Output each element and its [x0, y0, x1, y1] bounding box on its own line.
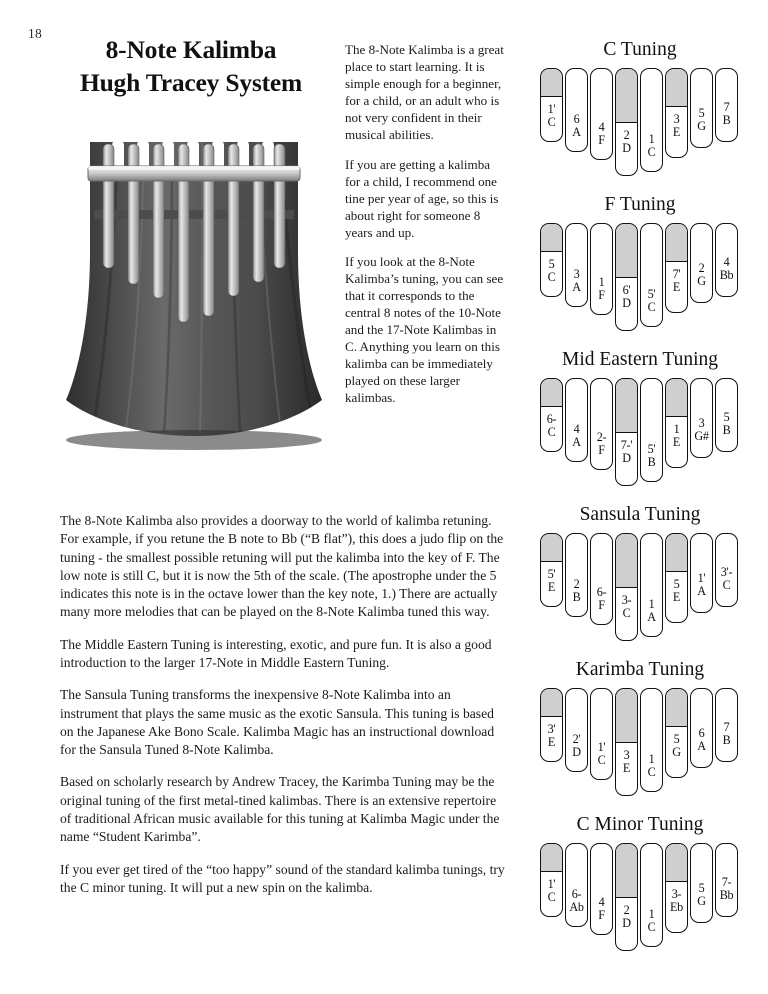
- tine-note-label: G: [697, 893, 706, 908]
- tine-row: [540, 843, 740, 955]
- tine-label-group: [566, 733, 587, 759]
- tine-note-label: B: [722, 112, 731, 127]
- tuning-diagram-title: F Tuning: [604, 194, 676, 215]
- kalimba-tine: [565, 533, 588, 617]
- tine-note-label: E: [547, 579, 556, 594]
- tine-note-label: A: [697, 583, 706, 598]
- tine-label-group: [566, 578, 587, 604]
- tine-number-label: 1: [648, 596, 655, 611]
- tine-label-group: [541, 878, 562, 904]
- tine-number-label: 3: [623, 747, 630, 762]
- tine-number-label: 3: [673, 111, 680, 126]
- kalimba-tine: [615, 68, 638, 176]
- tine-number-label: 7: [723, 719, 730, 734]
- tine-note-label: D: [622, 295, 631, 310]
- tine-number-label: 4: [573, 421, 580, 436]
- kalimba-tine: [690, 223, 713, 303]
- tine-shaded-cap: [541, 689, 562, 717]
- tine-number-label: 6: [698, 725, 705, 740]
- tine-number-label: 5: [673, 576, 680, 591]
- page-title: [56, 34, 326, 99]
- tine-number-label: 1': [697, 570, 706, 585]
- tine-label-group: [591, 741, 612, 767]
- tine-label-group: [541, 258, 562, 284]
- tine-note-label: G: [697, 273, 706, 288]
- tuning-diagram-title: C Tuning: [603, 39, 677, 60]
- kalimba-tine: [615, 533, 638, 641]
- tine-label-group: [716, 721, 737, 747]
- tine-note-label: A: [572, 124, 581, 139]
- tine-row: [540, 533, 740, 645]
- tine-note-label: C: [547, 889, 556, 904]
- intro-paragraph: If you look at the 8-Note Kalimba’s tuning, you can see that it corresponds to the central 8 notes of the 10-Note and the 17-Note Kalimbas in C. Anything you learn on this kalimba can be immediately played on these larger kalimbas.: [345, 254, 504, 406]
- tine-note-label: Bb: [719, 887, 734, 902]
- tuning-diagram-title: C Minor Tuning: [576, 814, 704, 835]
- kalimba-tine: [540, 378, 563, 452]
- tine-label-group: [541, 723, 562, 749]
- tine-shaded-cap: [616, 844, 637, 898]
- tine-note-label: E: [672, 279, 681, 294]
- tine-number-label: 6-: [571, 886, 582, 901]
- kalimba-tine: [540, 843, 563, 917]
- tine-shaded-cap: [616, 69, 637, 123]
- tine-note-label: C: [722, 577, 731, 592]
- tine-note-label: F: [598, 597, 605, 612]
- tine-note-label: A: [572, 279, 581, 294]
- tuning-diagram-title: Karimba Tuning: [575, 659, 705, 680]
- tine-number-label: 1: [648, 131, 655, 146]
- tine-label-group: [716, 256, 737, 282]
- kalimba-tine: [665, 533, 688, 623]
- kalimba-tine: [715, 688, 738, 762]
- tine-number-label: 3-: [671, 886, 682, 901]
- kalimba-tine: [590, 223, 613, 315]
- tine-shaded-cap: [541, 534, 562, 562]
- kalimba-tine: [615, 378, 638, 486]
- tine-number-label: 2-: [596, 429, 607, 444]
- kalimba-tine: [565, 223, 588, 307]
- tine-note-label: C: [547, 269, 556, 284]
- tine-label-group: [616, 439, 637, 465]
- tine-number-label: 2: [573, 576, 580, 591]
- tine-number-label: 4: [723, 254, 730, 269]
- tine-note-label: C: [647, 299, 656, 314]
- tine-shaded-cap: [666, 844, 687, 882]
- kalimba-tine: [715, 533, 738, 607]
- tuning-diagram-title: Sansula Tuning: [579, 504, 701, 525]
- tine-shaded-cap: [541, 224, 562, 252]
- tine-label-group: [716, 876, 737, 902]
- tine-row: [540, 378, 740, 490]
- tine-number-label: 1: [648, 906, 655, 921]
- kalimba-tine: [615, 688, 638, 796]
- body-paragraph: If you ever get tired of the “too happy” sound of the standard kalimba tunings, try the C minor tuning. It will put a new spin on the kalimba.: [60, 861, 505, 895]
- kalimba-tine: [590, 378, 613, 470]
- kalimba-photo: [60, 132, 328, 472]
- tine-shaded-cap: [666, 689, 687, 727]
- tine-note-label: D: [572, 744, 581, 759]
- tine-shaded-cap: [666, 534, 687, 572]
- kalimba-tine: [640, 378, 663, 482]
- intro-paragraph: If you are getting a kalimba for a child, I recommend one tine per year of age, so this is about right for someone 8 years and up.: [345, 156, 499, 240]
- tine-label-group: [541, 413, 562, 439]
- tine-label-group: [616, 594, 637, 620]
- tine-label-group: [566, 423, 587, 449]
- kalimba-tine: [665, 378, 688, 468]
- tuning-diagrams: [512, 36, 768, 966]
- page-title-line-1: 8-Note Kalimba: [105, 35, 277, 64]
- tine-number-label: 4: [598, 894, 605, 909]
- tine-shaded-cap: [616, 689, 637, 743]
- tine-shaded-cap: [616, 379, 637, 433]
- tine-note-label: E: [622, 760, 631, 775]
- kalimba-tine: [540, 223, 563, 297]
- kalimba-tine: [715, 68, 738, 142]
- kalimba-tine: [590, 68, 613, 160]
- tuning-diagram: [512, 656, 768, 811]
- tine-note-label: A: [697, 738, 706, 753]
- tine-shaded-cap: [541, 844, 562, 872]
- tuning-diagram: [512, 811, 768, 966]
- kalimba-tine: [565, 688, 588, 772]
- kalimba-tine: [665, 688, 688, 778]
- tine-number-label: 7': [672, 266, 681, 281]
- tine-shaded-cap: [666, 69, 687, 107]
- tine-label-group: [691, 882, 712, 908]
- intro-paragraph: The 8-Note Kalimba is a great place to start learning. It is simple enough for a beginner, for a child, or an adult who is not very confident in their musical abilities.: [345, 42, 504, 142]
- tine-note-label: F: [598, 132, 605, 147]
- tine-number-label: 6': [622, 282, 631, 297]
- tine-note-label: C: [547, 114, 556, 129]
- kalimba-tine: [565, 378, 588, 462]
- tine-number-label: 3: [573, 266, 580, 281]
- tine-label-group: [666, 888, 687, 914]
- tine-label-group: [591, 121, 612, 147]
- tine-note-label: G#: [694, 428, 709, 443]
- tine-number-label: 5: [548, 256, 555, 271]
- tine-note-label: B: [722, 732, 731, 747]
- tine-label-group: [541, 568, 562, 594]
- body-paragraph: The 8-Note Kalimba also provides a doorway to the world of kalimba retuning. For example, if you retune the B note to Bb (“B flat”), this does a judo flip on the tuning - the smallest possible retuning will put the kalimba into the key of F. The low note is still C, but it is now the 5th of the scale. (The apostrophe under the 5 indicates this note is in the octave lower than the key note, 1.) There are actually many more melodies that can be played on the 8-Note Kalimba tuned this way.: [60, 513, 504, 620]
- tine-label-group: [541, 103, 562, 129]
- kalimba-tine: [615, 843, 638, 951]
- tine-label-group: [616, 749, 637, 775]
- page-title-line-2: Hugh Tracey System: [79, 67, 303, 97]
- kalimba-tine: [715, 843, 738, 917]
- tine-label-group: [691, 107, 712, 133]
- tine-number-label: 4: [598, 119, 605, 134]
- kalimba-tine: [640, 688, 663, 792]
- tine-label-group: [691, 417, 712, 443]
- tine-number-label: 6-: [546, 411, 557, 426]
- kalimba-tine: [665, 843, 688, 933]
- tine-shaded-cap: [666, 224, 687, 262]
- tine-label-group: [591, 586, 612, 612]
- kalimba-tine: [665, 68, 688, 158]
- tine-label-group: [641, 753, 662, 779]
- tine-note-label: G: [672, 744, 681, 759]
- tine-label-group: [666, 113, 687, 139]
- tine-number-label: 5: [723, 409, 730, 424]
- kalimba-tine: [540, 68, 563, 142]
- tine-shaded-cap: [616, 534, 637, 588]
- kalimba-tine: [640, 533, 663, 637]
- kalimba-tine: [565, 68, 588, 152]
- kalimba-tine: [640, 223, 663, 327]
- tine-number-label: 2: [698, 260, 705, 275]
- tine-label-group: [666, 423, 687, 449]
- kalimba-tine: [690, 688, 713, 768]
- tuning-diagram: [512, 346, 768, 501]
- tine-note-label: E: [547, 734, 556, 749]
- tine-label-group: [616, 904, 637, 930]
- tine-label-group: [566, 888, 587, 914]
- tine-number-label: 3-: [621, 592, 632, 607]
- tine-note-label: C: [647, 144, 656, 159]
- kalimba-tine: [615, 223, 638, 331]
- tine-shaded-cap: [666, 379, 687, 417]
- tine-number-label: 1': [597, 739, 606, 754]
- tuning-diagram: [512, 501, 768, 656]
- tine-shaded-cap: [616, 224, 637, 278]
- kalimba-tine: [690, 843, 713, 923]
- tine-note-label: Bb: [719, 267, 734, 282]
- kalimba-tine: [690, 533, 713, 613]
- tine-number-label: 1': [547, 101, 556, 116]
- kalimba-tine: [640, 843, 663, 947]
- tine-label-group: [691, 262, 712, 288]
- tine-note-label: F: [598, 907, 605, 922]
- tine-label-group: [716, 411, 737, 437]
- tine-number-label: 1: [648, 751, 655, 766]
- tine-number-label: 7-: [721, 874, 732, 889]
- tine-label-group: [591, 431, 612, 457]
- tine-label-group: [641, 288, 662, 314]
- kalimba-tine: [565, 843, 588, 927]
- tine-shaded-cap: [541, 69, 562, 97]
- kalimba-tine: [690, 68, 713, 148]
- tuning-diagram-title: Mid Eastern Tuning: [561, 349, 719, 370]
- tine-number-label: 7: [723, 99, 730, 114]
- tine-label-group: [641, 908, 662, 934]
- tine-note-label: E: [672, 124, 681, 139]
- tine-note-label: Eb: [670, 899, 683, 914]
- tine-note-label: A: [647, 609, 656, 624]
- tine-number-label: 5': [547, 566, 556, 581]
- tine-number-label: 6-: [596, 584, 607, 599]
- tine-note-label: F: [598, 287, 605, 302]
- page-number: 18: [28, 26, 42, 41]
- tine-note-label: C: [647, 919, 656, 934]
- tine-label-group: [566, 113, 587, 139]
- tine-note-label: E: [672, 589, 681, 604]
- body-paragraph: The Middle Eastern Tuning is interesting, exotic, and pure fun. It is also a good introduction to the larger 17-Note in Middle Eastern Tuning.: [60, 636, 492, 670]
- tine-shaded-cap: [541, 379, 562, 407]
- tine-note-label: F: [598, 442, 605, 457]
- kalimba-tine: [540, 533, 563, 607]
- kalimba-tine: [540, 688, 563, 762]
- tine-number-label: 2: [623, 902, 630, 917]
- tine-note-label: E: [672, 434, 681, 449]
- kalimba-tine: [590, 843, 613, 935]
- tine-note-label: C: [647, 764, 656, 779]
- tine-label-group: [641, 133, 662, 159]
- tine-number-label: 5: [673, 731, 680, 746]
- tine-row: [540, 68, 740, 180]
- tine-label-group: [591, 896, 612, 922]
- tine-note-label: B: [722, 422, 731, 437]
- tine-label-group: [666, 733, 687, 759]
- tine-note-label: B: [647, 454, 656, 469]
- tine-note-label: D: [622, 140, 631, 155]
- tine-number-label: 3': [547, 721, 556, 736]
- body-paragraph: Based on scholarly research by Andrew Tracey, the Karimba Tuning may be the original tuning of the first metal-tined kalimbas. There is an extensive repertoire of traditional African music available for this tuning at Kalimba Magic under the name “Student Karimba”.: [60, 774, 500, 845]
- tine-number-label: 5: [698, 105, 705, 120]
- tine-note-label: D: [622, 915, 631, 930]
- body-paragraph: The Sansula Tuning transforms the inexpensive 8-Note Kalimba into an instrument that plays the same music as the exotic Sansula. This tuning is based on the Japanese Ake Bono Scale. Kalimba Magic has an instructional download for the Sansula Tuned 8-Note Kalimba.: [60, 687, 495, 758]
- tine-label-group: [566, 268, 587, 294]
- tine-label-group: [666, 268, 687, 294]
- tine-number-label: 3: [698, 415, 705, 430]
- tine-number-label: 6: [573, 111, 580, 126]
- tine-number-label: 5': [647, 286, 656, 301]
- tine-number-label: 5: [698, 880, 705, 895]
- tuning-diagram: [512, 191, 768, 346]
- tine-number-label: 1: [673, 421, 680, 436]
- tine-row: [540, 223, 740, 335]
- kalimba-tine: [665, 223, 688, 313]
- tine-number-label: 2: [623, 127, 630, 142]
- tine-label-group: [641, 443, 662, 469]
- tine-note-label: D: [622, 450, 631, 465]
- tine-label-group: [691, 572, 712, 598]
- tine-number-label: 1': [547, 876, 556, 891]
- tine-note-label: C: [547, 424, 556, 439]
- tine-label-group: [616, 129, 637, 155]
- tuning-diagram: [512, 36, 768, 191]
- tine-note-label: A: [572, 434, 581, 449]
- tine-note-label: G: [697, 118, 706, 133]
- tine-note-label: C: [597, 752, 606, 767]
- tine-label-group: [716, 566, 737, 592]
- tine-number-label: 1: [598, 274, 605, 289]
- tine-label-group: [591, 276, 612, 302]
- kalimba-tine: [590, 688, 613, 780]
- tine-number-label: 2': [572, 731, 581, 746]
- kalimba-tine: [640, 68, 663, 172]
- kalimba-tine: [590, 533, 613, 625]
- tine-note-label: C: [622, 605, 631, 620]
- tine-label-group: [616, 284, 637, 310]
- tine-label-group: [666, 578, 687, 604]
- tine-label-group: [641, 598, 662, 624]
- tine-number-label: 7-': [620, 437, 633, 452]
- tine-number-label: 3'-: [720, 564, 733, 579]
- tine-label-group: [716, 101, 737, 127]
- kalimba-tine: [715, 378, 738, 452]
- tine-label-group: [691, 727, 712, 753]
- tine-row: [540, 688, 740, 800]
- body-text-column: [60, 512, 506, 911]
- kalimba-tine: [690, 378, 713, 458]
- intro-text-column: [345, 42, 505, 420]
- kalimba-tine: [715, 223, 738, 297]
- tine-note-label: B: [572, 589, 581, 604]
- tine-number-label: 5': [647, 441, 656, 456]
- tine-note-label: Ab: [569, 899, 584, 914]
